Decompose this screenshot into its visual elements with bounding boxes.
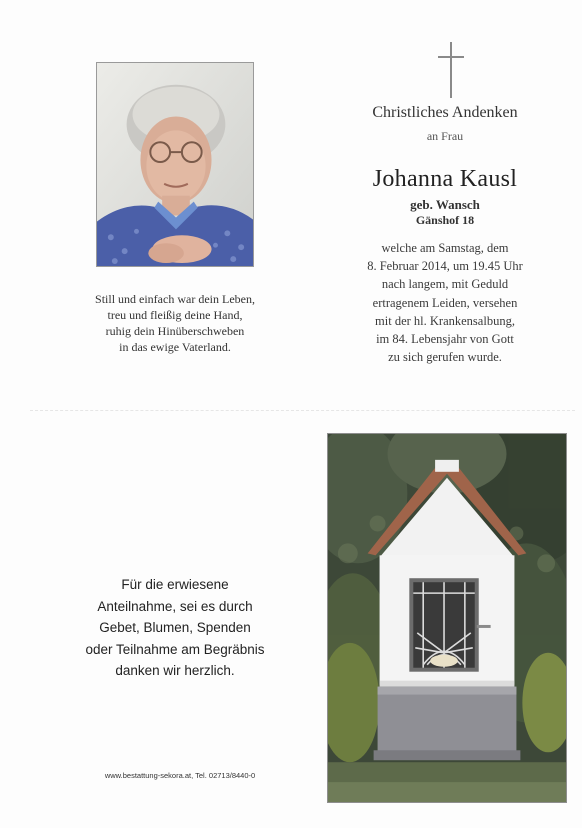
notice-line: welche am Samstag, dem — [381, 241, 509, 255]
poem — [60, 291, 290, 355]
thanks-line: Gebet, Blumen, Spenden — [99, 620, 251, 636]
deceased-name: Johanna Kausl — [372, 166, 518, 192]
salutation: an Frau — [426, 129, 464, 143]
fold-line — [30, 410, 575, 411]
poem-line: treu und fleißig deine Hand, — [107, 308, 243, 322]
notice-line: im 84. Lebensjahr von Gott — [376, 332, 514, 347]
poem-line: Still und einfach war dein Leben, — [95, 292, 255, 306]
notice-line: nach langem, mit Geduld — [381, 277, 509, 292]
notice-line: zu sich gerufen wurde. — [388, 350, 502, 365]
poem-line: in das ewige Vaterland. — [119, 340, 231, 354]
thank-you-text — [60, 574, 290, 682]
chapel-illustration — [328, 434, 566, 802]
funeral-home-footer: www.bestattung-sekora.at, Tel. 02713/8440-0 — [104, 771, 256, 780]
thanks-line: danken wir herzlich. — [115, 663, 235, 679]
notice-line: ertragenem Leiden, versehen — [372, 295, 518, 310]
maiden-name: geb. Wansch — [410, 197, 480, 212]
thanks-line: Für die erwiesene — [121, 577, 229, 592]
cross-icon — [436, 42, 466, 98]
death-notice-text — [330, 239, 560, 366]
address: Gänshof 18 — [415, 213, 475, 227]
notice-line: 8. Februar 2014, um 19.45 Uhr — [367, 259, 523, 274]
poem-line: ruhig dein Hinüberschweben — [105, 324, 245, 338]
thanks-line: oder Teilnahme am Begräbnis — [85, 641, 265, 657]
chapel-photo — [327, 433, 567, 803]
thanks-line: Anteilnahme, sei es durch — [97, 598, 253, 614]
portrait-illustration — [97, 63, 253, 266]
notice-line: mit der hl. Krankensalbung, — [375, 313, 515, 328]
memorial-heading: Christliches Andenken — [372, 104, 518, 121]
portrait-photo — [96, 62, 254, 267]
